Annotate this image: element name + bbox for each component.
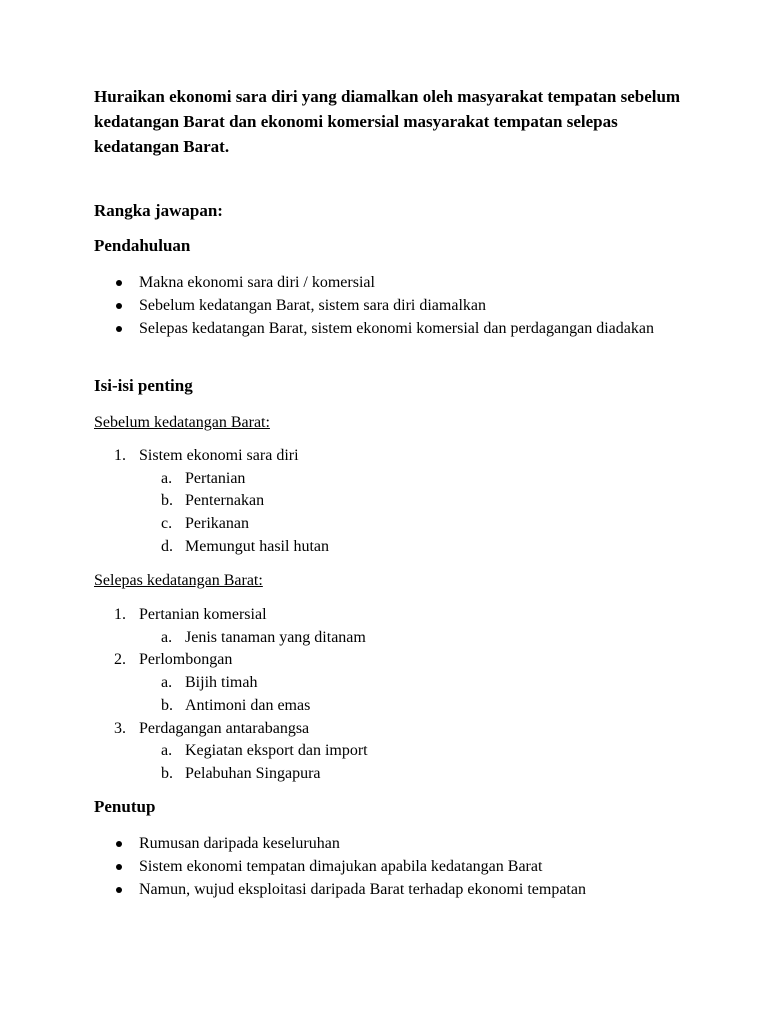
bullet-icon: [116, 280, 122, 286]
sub-list: [139, 468, 674, 559]
sebelum-subheading: Sebelum kedatangan Barat:: [94, 414, 270, 431]
bullet-icon: [116, 841, 122, 847]
list-item: Rumusan daripada keseluruhan: [94, 832, 674, 855]
sub-item: d. Memungut hasil hutan: [161, 537, 329, 555]
isi-heading: Isi-isi penting: [94, 376, 193, 395]
penutup-list: [94, 832, 674, 901]
rangka-heading: Rangka jawapan:: [94, 201, 223, 220]
bullet-icon: [116, 864, 122, 870]
list-item: Namun, wujud eksploitasi daripada Barat terhadap ekonomi tempatan: [94, 878, 674, 901]
bullet-icon: [116, 887, 122, 893]
pendahuluan-list: [94, 271, 674, 340]
bullet-icon: [116, 303, 122, 309]
list-item: 3. Perdagangan antarabangsa a. Kegiatan eksport dan import b. Pelabuhan Singapura: [94, 718, 674, 786]
list-item: Selepas kedatangan Barat, sistem ekonomi komersial dan perdagangan diadakan: [94, 317, 674, 340]
sub-item: a. Pertanian: [161, 469, 246, 487]
sub-list: [139, 740, 674, 785]
sub-item: c. Perikanan: [161, 515, 249, 533]
sebelum-list: [94, 445, 674, 559]
question-text: Huraikan ekonomi sara diri yang diamalkan oleh masyarakat tempatan sebelum kedatangan Barat dan ekonomi komersial masyarakat tempatan selepas kedatangan Barat.: [94, 87, 681, 156]
bullet-icon: [116, 326, 122, 332]
list-item: 1. Sistem ekonomi sara diri a. Pertanian b. Penternakan c. Perikanan d. Memungut hasil hutan: [94, 445, 674, 559]
sub-list: [139, 672, 674, 717]
sub-list: [139, 627, 674, 650]
sub-item: b. Pelabuhan Singapura: [161, 764, 321, 782]
list-item: Makna ekonomi sara diri / komersial: [94, 271, 674, 294]
pendahuluan-heading: Pendahuluan: [94, 236, 191, 255]
sub-item: a. Jenis tanaman yang ditanam: [161, 628, 366, 646]
document-page: [94, 84, 694, 898]
penutup-heading: Penutup: [94, 797, 156, 816]
list-item: Sistem ekonomi tempatan dimajukan apabila kedatangan Barat: [94, 855, 674, 878]
selepas-list: [94, 604, 674, 786]
sub-item: a. Kegiatan eksport dan import: [161, 742, 368, 760]
list-item: 2. Perlombongan a. Bijih timah b. Antimoni dan emas: [94, 649, 674, 717]
sub-item: b. Antimoni dan emas: [161, 696, 311, 714]
sub-item: b. Penternakan: [161, 492, 265, 510]
sub-item: a. Bijih timah: [161, 674, 258, 692]
list-item: Sebelum kedatangan Barat, sistem sara diri diamalkan: [94, 294, 674, 317]
selepas-subheading: Selepas kedatangan Barat:: [94, 572, 263, 589]
list-item: 1. Pertanian komersial a. Jenis tanaman yang ditanam: [94, 604, 674, 649]
